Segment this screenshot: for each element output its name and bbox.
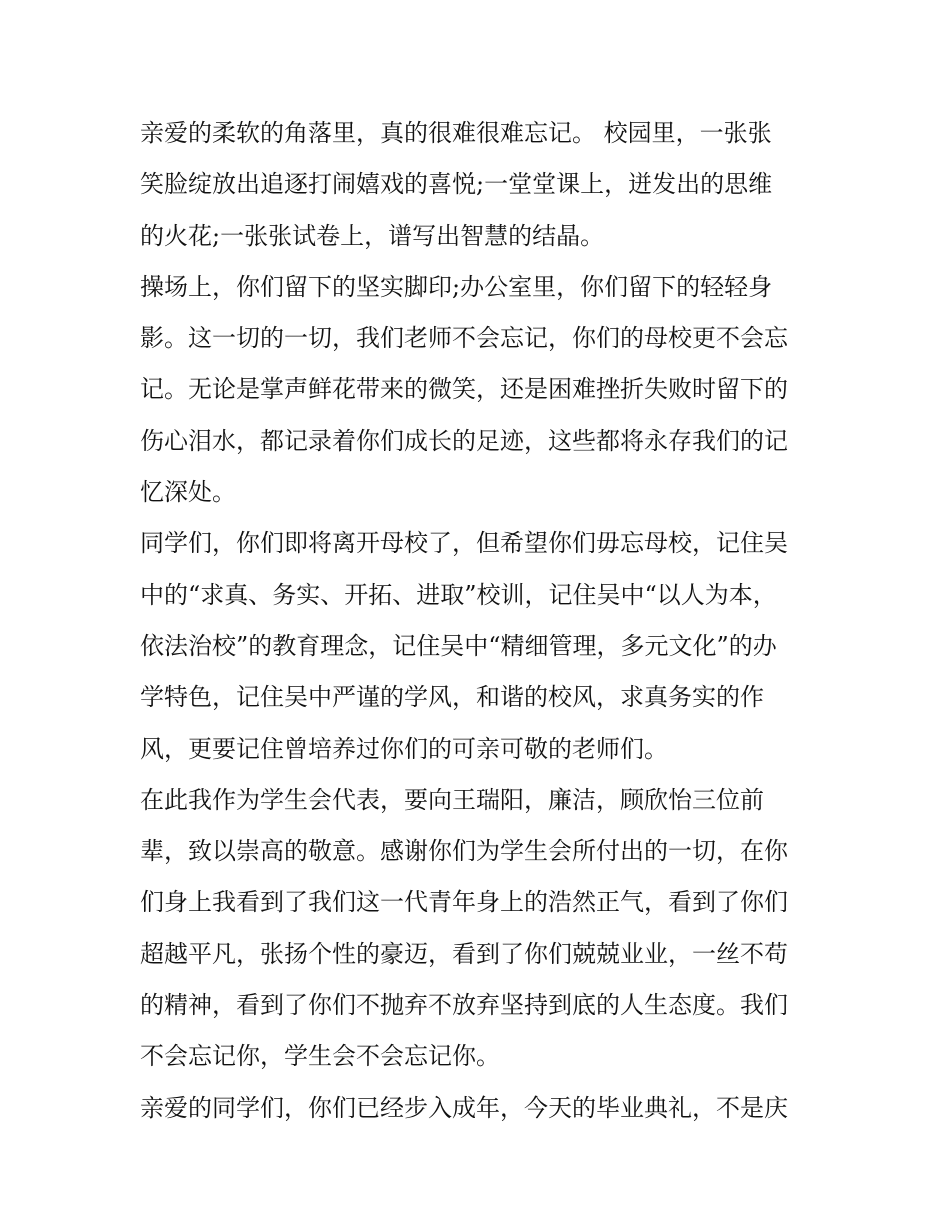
text-line: 不会忘记你，学生会不会忘记你。 xyxy=(140,1042,500,1071)
text-line: 学特色，记住吴中严谨的学风，和谐的校风，求真务实的作 xyxy=(140,683,764,712)
text-line: 记。无论是掌声鲜花带来的微笑，还是困难挫折失败时留下的 xyxy=(140,375,788,404)
text-line: 影。这一切的一切，我们老师不会忘记，你们的母校更不会忘 xyxy=(140,324,788,353)
document-body xyxy=(140,108,820,1134)
text-line: 操场上，你们留下的坚实脚印;办公室里，你们留下的轻轻身 xyxy=(140,272,773,301)
text-line: 的精神，看到了你们不抛弃不放弃坚持到底的人生态度。我们 xyxy=(140,991,788,1020)
text-line: 的火花;一张张试卷上，谱写出智慧的结晶。 xyxy=(140,221,605,250)
text-line: 辈，致以崇高的敬意。感谢你们为学生会所付出的一切，在你 xyxy=(140,837,788,866)
text-line: 风，更要记住曾培养过你们的可亲可敬的老师们。 xyxy=(140,734,668,763)
text-line: 伤心泪水，都记录着你们成长的足迹，这些都将永存我们的记 xyxy=(140,426,788,455)
text-line: 忆深处。 xyxy=(140,478,236,507)
text-line: 在此我作为学生会代表，要向王瑞阳，廉洁，顾欣怡三位前 xyxy=(140,785,764,814)
text-line: 笑脸绽放出追逐打闹嬉戏的喜悦;一堂堂课上，迸发出的思维 xyxy=(140,170,773,199)
text-line: 超越平凡，张扬个性的豪迈，看到了你们兢兢业业，一丝不苟 xyxy=(140,939,788,968)
text-line: 依法治校”的教育理念，记住吴中“精细管理，多元文化”的办 xyxy=(140,631,777,660)
text-line: 同学们，你们即将离开母校了，但希望你们毋忘母校，记住吴 xyxy=(140,529,788,558)
text-line: 亲爱的同学们，你们已经步入成年，今天的毕业典礼，不是庆 xyxy=(140,1093,788,1122)
text-line: 亲爱的柔软的角落里，真的很难很难忘记。 校园里，一张张 xyxy=(140,119,772,147)
text-line: 中的“求真、务实、开拓、进取”校训，记住吴中“以人为本， xyxy=(140,580,777,609)
text-line: 们身上我看到了我们这一代青年身上的浩然正气，看到了你们 xyxy=(140,888,788,917)
